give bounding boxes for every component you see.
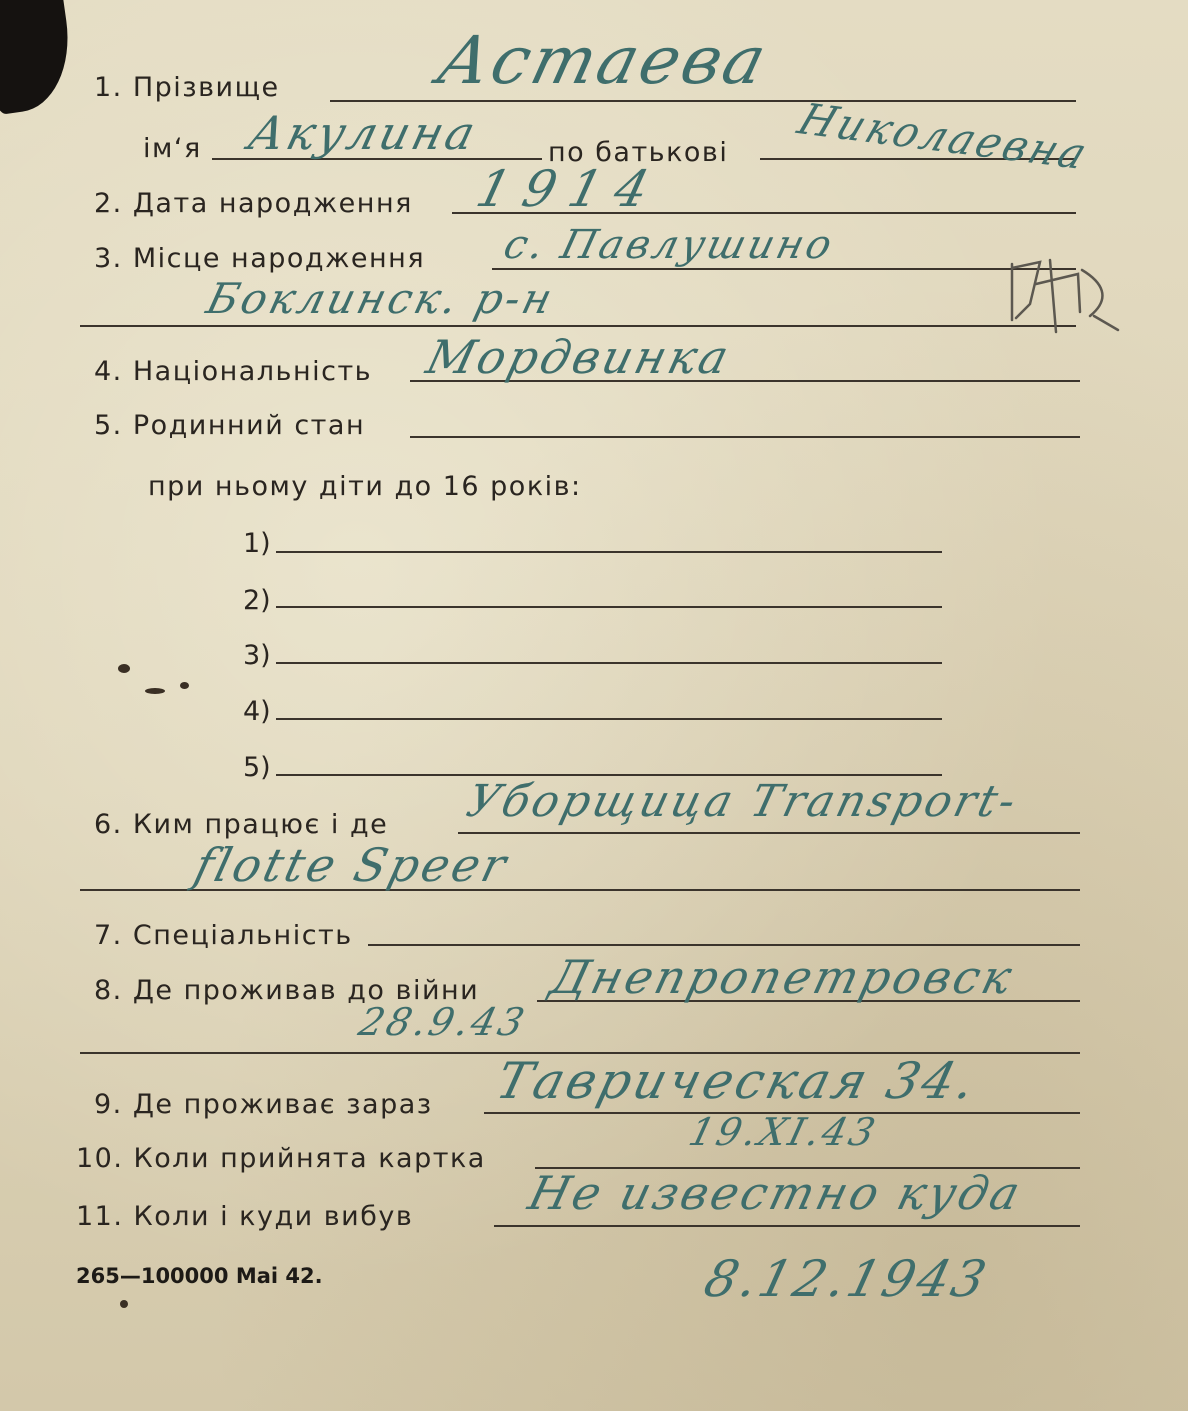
- stain-mark: [120, 1300, 128, 1308]
- birth-place-entry-1: с. Павлушино: [499, 222, 840, 268]
- label-work: 6. Ким працює і де: [94, 809, 389, 840]
- birth-place-entry-2: Боклинск. р-н: [201, 274, 560, 323]
- child-3-label: 3): [243, 640, 271, 671]
- family-status-line: [410, 436, 1080, 438]
- label-specialty: 7. Спеціальність: [94, 920, 353, 951]
- birth-place-line-2: [80, 325, 1076, 327]
- label-departure: 11. Коли і куди вибув: [76, 1201, 414, 1232]
- child-1-label: 1): [243, 528, 271, 559]
- birth-place-line: [492, 268, 1076, 270]
- child-2-label: 2): [243, 585, 271, 616]
- label-card-accepted: 10. Коли прийнята картка: [76, 1143, 486, 1174]
- label-children: при ньому діти до 16 років:: [148, 471, 582, 502]
- surname-entry: Астаева: [430, 22, 777, 99]
- birth-date-entry: 1914: [470, 160, 669, 218]
- print-code: 265—100000 Mai 42.: [76, 1264, 323, 1288]
- label-current-residence: 9. Де проживає зараз: [94, 1089, 433, 1120]
- stain-mark: [180, 682, 189, 689]
- current-residence-entry: Таврическая 34.: [490, 1052, 984, 1110]
- departure-date-entry: 8.12.1943: [698, 1250, 995, 1308]
- child-3-line: [276, 662, 942, 664]
- label-prewar-residence: 8. Де проживав до війни: [94, 975, 480, 1006]
- work-entry-2: flotte Speer: [189, 838, 515, 892]
- label-birth-date: 2. Дата народження: [94, 188, 413, 219]
- label-first-name: ім‘я: [143, 133, 202, 164]
- child-4-label: 4): [243, 696, 271, 727]
- surname-line: [330, 100, 1076, 102]
- child-4-line: [276, 718, 942, 720]
- child-2-line: [276, 606, 942, 608]
- prewar-date-entry: 28.9.43: [354, 1000, 532, 1044]
- label-patronymic: по батькові: [548, 137, 729, 168]
- prewar-residence-entry: Днепропетровск: [545, 950, 1021, 1004]
- first-name-entry: Акулина: [243, 106, 484, 160]
- torn-corner: [0, 0, 78, 115]
- work-line: [458, 832, 1080, 834]
- stain-mark: [145, 688, 165, 694]
- label-birth-place: 3. Місце народження: [94, 243, 426, 274]
- margin-signature: [990, 212, 1140, 362]
- stain-mark: [118, 664, 130, 673]
- nationality-entry: Мордвинка: [421, 330, 737, 384]
- label-family-status: 5. Родинний стан: [94, 410, 366, 441]
- child-1-line: [276, 551, 942, 553]
- specialty-line: [368, 944, 1080, 946]
- card-accepted-entry: 19.XI.43: [684, 1110, 883, 1154]
- patronymic-entry: Николаевна: [791, 94, 1097, 179]
- label-nationality: 4. Національність: [94, 356, 373, 387]
- departure-entry: Не известно куда: [523, 1166, 1029, 1220]
- work-entry-1: Уборщица Transport-: [461, 776, 1024, 827]
- departure-line: [494, 1225, 1080, 1227]
- label-surname: 1. Прізвище: [94, 72, 280, 103]
- child-5-label: 5): [243, 752, 271, 783]
